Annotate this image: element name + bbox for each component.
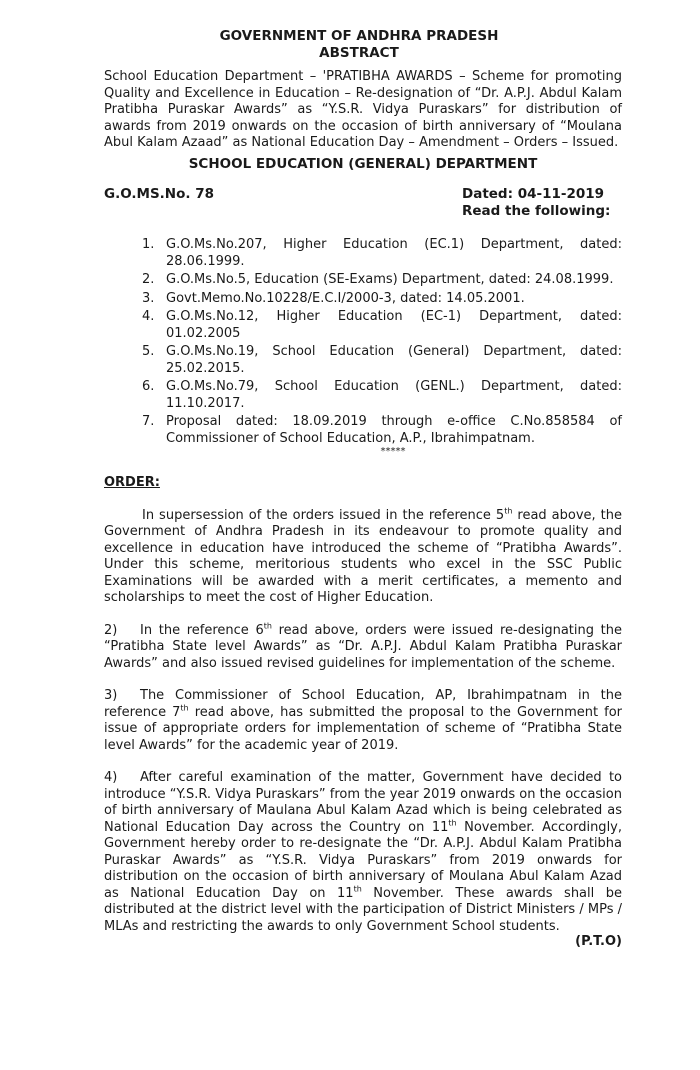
order-paragraph-3: 3) The Commissioner of School Education, AP, Ibrahimpatnam in the reference 7th read above, has submitted the proposal to the Government for issue of appropriate orders for implementation of scheme of “Pratibha State level Awards” for the academic year of 2019. (104, 688, 623, 753)
reference-item: 4. G.O.Ms.No.12, Higher Education (EC-1) Department, dated: 01.02.2005 (142, 309, 622, 341)
reference-item: 5. G.O.Ms.No.19, School Education (General) Department, dated: 25.02.2015. (142, 344, 622, 376)
read-following: Read the following: (462, 202, 611, 219)
page-turn-over: (P.T.O) (575, 934, 622, 949)
go-number-row (104, 186, 622, 219)
abstract-heading: ABSTRACT (319, 44, 399, 61)
reference-item: 7. Proposal dated: 18.09.2019 through e-office C.No.858584 of Commissioner of School Education, A.P., Ibrahimpatnam. (142, 414, 622, 446)
reference-item: 6. G.O.Ms.No.79, School Education (GENL.) Department, dated: 11.10.2017. (142, 379, 622, 411)
dated: Dated: 04-11-2019 (462, 186, 605, 202)
separator-stars: ***** (380, 446, 406, 457)
department-heading: SCHOOL EDUCATION (GENERAL) DEPARTMENT (188, 155, 538, 172)
order-paragraph-2: 2) In the reference 6th read above, orders were issued re-designating the “Pratibha State level Awards” as “Dr. A.P.J. Abdul Kalam Pratibha Puraskar Awards” and also issued revised guidelines for implementation of the scheme. (104, 621, 622, 671)
date-block (462, 186, 622, 219)
government-heading: GOVERNMENT OF ANDHRA PRADESH (219, 28, 499, 44)
reference-item: 3. Govt.Memo.No.10228/E.C.I/2000-3, dated: 14.05.2001. (142, 290, 525, 306)
order-paragraph-4: 4) After careful examination of the matter, Government have decided to introduce “Y.S.R. Vidya Puraskars” from the year 2019 onwards on the occasion of birth anniversary of Maulana Abul Kalam Azad which is being celebrated as National Education Day across the Country on 11th November. Accordingly, Government hereby order to re-designate the “Dr. A.P.J. Abdul Kalam Pratibha Puraskar Awards” as “Y.S.R. Vidya Puraskars” from 2019 onwards for distribution on the occasion of birth anniversary of Moulana Abul Kalam Azad as National Education Day on 11th November. These awards shall be distributed at the district level with the participation of District Ministers / MPs / MLAs and restricting the awards to only Government School students. (104, 770, 623, 934)
order-paragraph-1: In supersession of the orders issued in the reference 5th read above, the Government of Andhra Pradesh in its endeavour to promote quality and excellence in education have introduced the scheme of “Pratibha Awards”. Under this scheme, meritorious students who excel in the SSC Public Examinations will be awarded with a merit certificates, a memento and scholarships to meet the cost of Higher Education. (104, 506, 622, 605)
abstract-text: School Education Department – 'PRATIBHA AWARDS – Scheme for promoting Quality and Excellence in Education – Re-designation of “Dr. A.P.J. Abdul Kalam Pratibha Puraskar Awards” as “Y.S.R. Vidya Puraskars” for distribution of awards from 2019 onwards on the occasion of birth anniversary of “Moulana Abul Kalam Azaad” as National Education Day – Amendment – Orders – Issued. (104, 69, 622, 150)
reference-item: 1. G.O.Ms.No.207, Higher Education (EC.1) Department, dated: 28.06.1999. (142, 237, 622, 269)
go-number: G.O.MS.No. 78 (104, 186, 214, 202)
order-heading: ORDER: (104, 475, 160, 490)
reference-list (142, 237, 622, 447)
reference-item: 2. G.O.Ms.No.5, Education (SE-Exams) Department, dated: 24.08.1999. (142, 272, 614, 287)
